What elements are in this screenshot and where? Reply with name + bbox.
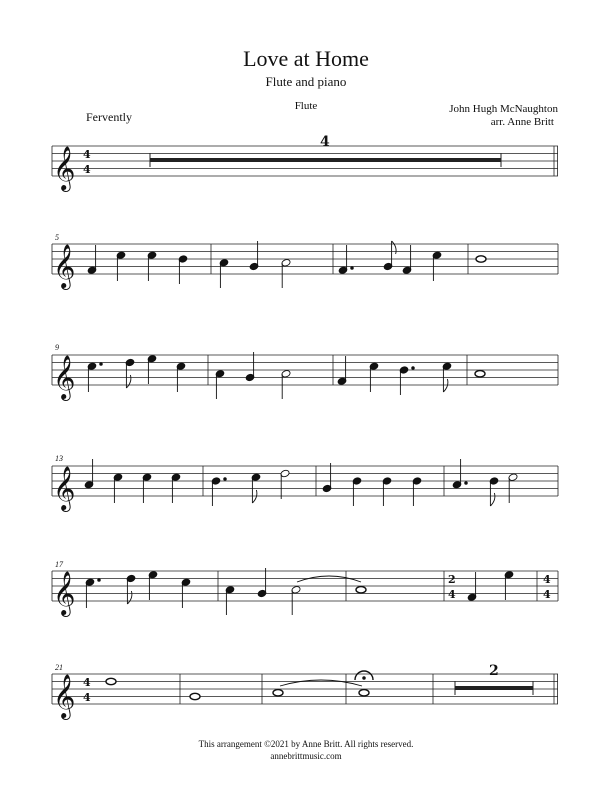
staff-system-3 (52, 343, 558, 401)
treble-clef-icon: 𝄞 (53, 355, 76, 399)
arranger-credit: arr. Anne Britt (490, 116, 554, 128)
staff-system-2 (52, 233, 558, 290)
composer-credit: John Hugh McNaughton (449, 103, 558, 115)
time-signature-top: 2 (448, 573, 456, 586)
time-signature-bottom: 4 (83, 691, 91, 704)
part-name: Flute (294, 100, 318, 112)
treble-clef-icon: 𝄞 (53, 146, 76, 190)
multirest-count: 2 (489, 663, 499, 679)
treble-clef-icon: 𝄞 (53, 674, 76, 718)
time-signature-bottom: 4 (448, 588, 456, 601)
website-link[interactable]: annebrittmusic.com (270, 751, 342, 761)
time-signature-bottom: 4 (83, 163, 91, 176)
staff-system-1 (52, 134, 558, 192)
copyright-notice: This arrangement ©2021 by Anne Britt. All rights reserved. (198, 739, 414, 749)
measure-number: 5 (55, 233, 59, 242)
measure-number: 17 (55, 560, 63, 569)
staff-system-6 (52, 663, 558, 720)
multirest-count: 4 (320, 134, 330, 150)
piece-title: Love at Home (243, 46, 369, 71)
staff-system-5 (52, 560, 558, 617)
treble-clef-icon: 𝄞 (53, 571, 76, 615)
tempo-marking: Fervently (86, 110, 132, 124)
time-signature-top: 4 (83, 148, 91, 161)
time-signature-bottom: 4 (543, 588, 551, 601)
treble-clef-icon: 𝄞 (53, 244, 76, 288)
measure-number: 9 (55, 343, 59, 352)
measure-number: 21 (55, 663, 63, 672)
measure-number: 13 (55, 454, 63, 463)
treble-clef-icon: 𝄞 (53, 466, 76, 510)
multi-measure-rest (455, 686, 533, 690)
multi-measure-rest (150, 158, 501, 162)
time-signature-top: 4 (543, 573, 551, 586)
staff-system-4 (52, 454, 558, 512)
time-signature-top: 4 (83, 676, 91, 689)
piece-subtitle: Flute and piano (265, 74, 347, 89)
